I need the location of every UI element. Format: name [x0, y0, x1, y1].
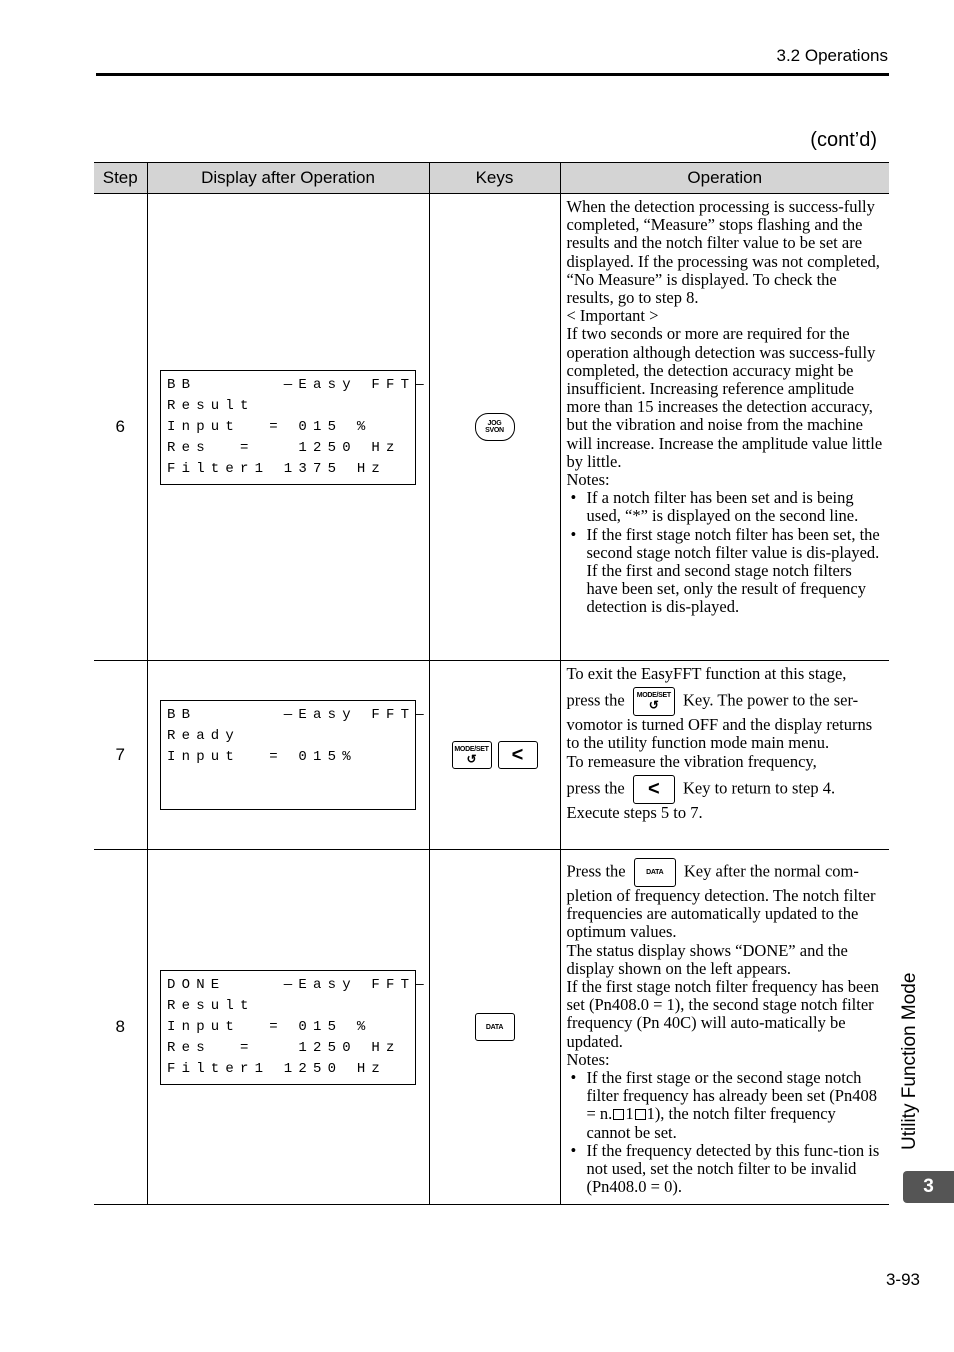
lcd-line: BB —Easy FFT—	[167, 707, 430, 723]
keys-cell	[429, 194, 560, 661]
keys-cell	[429, 661, 560, 850]
lcd-line: BB —Easy FFT—	[167, 376, 430, 393]
lcd-display	[160, 700, 430, 810]
lcd-line: Input = 015 %	[167, 418, 372, 435]
data-key-icon: DATA	[475, 1013, 515, 1041]
lcd-line: DONE —Easy FFT—	[167, 976, 430, 993]
left-arrow-key-icon: <	[633, 775, 675, 804]
data-key-icon: DATA	[634, 858, 676, 887]
op-paragraph: If two seconds or more are required for the operation although detection was success-fully completed, the detection accuracy might be insufficient. Increasing reference amplitude more than 15 increases the detection accuracy, but the vibration and noise from the machine will increase. Increase the amplitude value little by little.	[566, 324, 883, 471]
lcd-line: Result	[167, 997, 255, 1014]
table-row	[94, 194, 889, 661]
note-item: • If the first stage notch filter has been set, the second stage notch filter value is dis-played. If the first and second stage notch filters have been set, only the result of frequency detection is dis-played.	[587, 526, 884, 617]
note-item: • If the frequency detected by this func-tion is not used, set the notch filter to be invalid (Pn408.0 = 0).	[587, 1142, 884, 1197]
mode-set-key-icon: MODE/SET ↺	[452, 741, 492, 769]
side-tab-label: Utility Function Mode	[899, 972, 920, 1150]
placeholder-square-icon	[613, 1109, 624, 1120]
jog-svon-key-icon: JOG SVON	[475, 413, 515, 441]
note-item: • If the first stage or the second stage notch filter frequency has already been set (Pn408 = n. 1 1), the notch filter frequency cannot be set.	[587, 1069, 884, 1142]
continued-label: (cont’d)	[810, 129, 877, 151]
lcd-line: Res = 1250 Hz	[167, 439, 401, 456]
table-row	[94, 661, 889, 850]
operations-table	[94, 162, 889, 1205]
step-cell: 8	[94, 850, 147, 1205]
operation-cell	[560, 194, 889, 661]
lcd-line: Ready	[167, 728, 241, 744]
header-operation: Operation	[560, 163, 889, 194]
op-paragraph: press the < Key to return to step 4.	[567, 775, 884, 804]
step-cell: 7	[94, 661, 147, 850]
lcd-line: Filter1 1250 Hz	[167, 1060, 387, 1077]
chapter-badge: 3	[903, 1171, 954, 1203]
lcd-line: Filter1 1375 Hz	[167, 460, 387, 477]
lcd-line: Result	[167, 397, 255, 414]
op-paragraph: press the MODE/SET ↺ Key. The power to the ser-vomotor is turned OFF and the display returns to the utility function mode main menu.	[567, 687, 884, 752]
return-arrow-icon: ↺	[466, 751, 477, 766]
notes-list	[567, 1069, 884, 1196]
placeholder-square-icon	[635, 1109, 646, 1120]
op-paragraph: When the detection processing is success-fully completed, “Measure” stops flashing and the results and the notch filter value to be set are displayed. If the processing was not completed, “No Measure” is displayed. To check the results, go to step 8.	[566, 197, 880, 308]
header-display: Display after Operation	[147, 163, 429, 194]
operation-cell	[560, 850, 889, 1205]
display-cell	[147, 850, 429, 1205]
op-paragraph: To remeasure the vibration frequency,	[566, 751, 817, 771]
page-header	[0, 0, 954, 80]
table-row	[94, 850, 889, 1205]
display-cell	[147, 194, 429, 661]
page-number: 3-93	[885, 1270, 920, 1289]
op-paragraph: Press the DATA Key after the normal com-pletion of frequency detection. The notch filter frequencies are automatically updated to the optimum values.	[567, 858, 884, 942]
header-step: Step	[94, 163, 147, 194]
operation-cell	[560, 661, 889, 850]
note-item: • If a notch filter has been set and is being used, “*” is displayed on the second line.	[587, 489, 884, 525]
notes-label: Notes:	[566, 1049, 610, 1069]
notes-list	[567, 489, 884, 616]
op-paragraph: To exit the EasyFFT function at this stage,	[566, 664, 847, 683]
keys-cell	[429, 850, 560, 1205]
return-arrow-icon: ↺	[648, 698, 659, 713]
lcd-line: Input = 015 %	[167, 1018, 372, 1035]
lcd-line: Input = 015%	[167, 749, 357, 765]
step-cell: 6	[94, 194, 147, 661]
op-paragraph: < Important >	[566, 306, 659, 326]
header-rule	[96, 73, 889, 76]
op-paragraph: If the first stage notch filter frequency has been set (Pn408.0 = 1), the second stage notch filter frequency (Pn 40C) will auto-matically be updated.	[566, 977, 879, 1051]
display-cell	[147, 661, 429, 850]
lcd-display	[160, 970, 430, 1085]
op-paragraph: The status display shows “DONE” and the display shown on the left appears.	[566, 940, 848, 978]
section-title: 3.2 Operations	[776, 46, 888, 65]
table-header-row	[94, 163, 889, 194]
notes-label: Notes:	[566, 470, 610, 490]
left-arrow-key-icon: <	[498, 741, 538, 769]
op-paragraph: Execute steps 5 to 7.	[566, 802, 703, 822]
lcd-display	[160, 370, 430, 485]
header-keys: Keys	[429, 163, 560, 194]
lcd-line: Res = 1250 Hz	[167, 1039, 401, 1056]
mode-set-key-icon: MODE/SET ↺	[633, 687, 675, 716]
